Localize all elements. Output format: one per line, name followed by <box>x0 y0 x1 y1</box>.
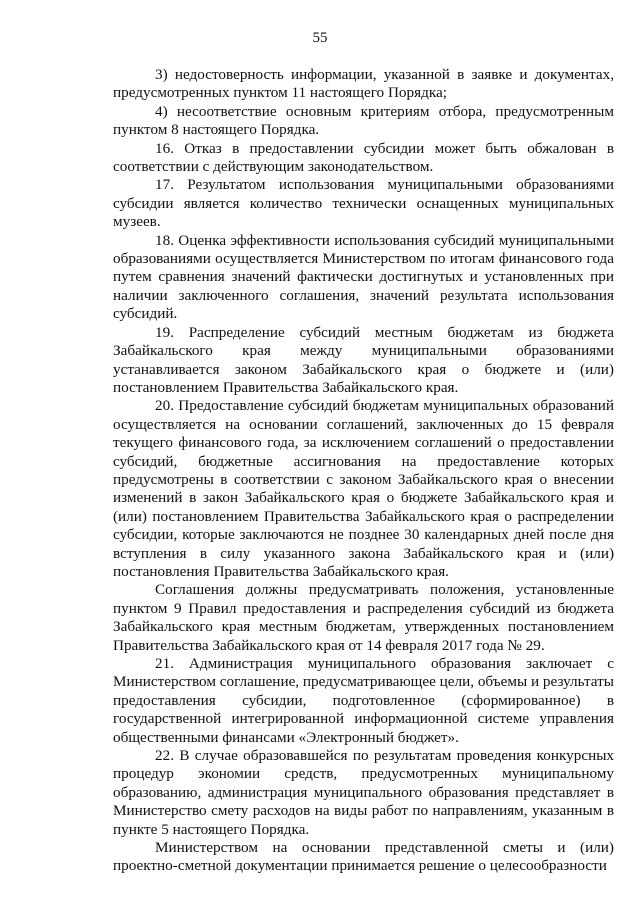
paragraph-16: 16. Отказ в предоставлении субсидии может быть обжалован в соответствии с действующим законодательством. <box>113 139 614 176</box>
paragraph-18: 18. Оценка эффективности использования субсидий муниципальными образованиями осуществляется Министерством по итогам финансового года путем сравнения значений фактически достигнутых и установленных при наличии заключенного соглашения, значений результата использования субсидий. <box>113 231 614 323</box>
paragraph-22: 22. В случае образовавшейся по результатам проведения конкурсных процедур экономии средств, предусмотренных муниципальному образованию, администрация муниципального образования представляет в Министерство смету расходов на виды работ по направлениям, указанным в пункте 5 настоящего Порядка. <box>113 747 614 838</box>
page-number: 55 <box>312 30 328 46</box>
paragraph-20: 20. Предоставление субсидий бюджетам муниципальных образований осуществляется на основании соглашений, заключенных до 15 февраля текущего финансового года, за исключением соглашений о предоставлении субсидий, бюджетные ассигнования на предоставление которых предусмотрены в соответствии с законом Забайкальского края о внесении изменений в закон Забайкальского края о бюджете Забайкальского края и (или) постановлением Правительства Забайкальского края о распределении субсидии, которые заключаются не позднее 30 календарных дней после дня вступления в силу указанного закона Забайкальского края и (или) постановления Правительства Забайкальского края. <box>113 397 614 580</box>
paragraph-item-3: 3) недостоверность информации, указанной в заявке и документах, предусмотренных пунктом 11 настоящего Порядка; <box>113 66 614 102</box>
paragraph-21: 21. Администрация муниципального образования заключает с Министерством соглашение, предусматривающее цели, объемы и результаты предоставления субсидии, подготовленное (сформированное) в государственной интегрированной информационной системе управления общественными финансами «Электронный бюджет». <box>113 655 614 746</box>
paragraph-agreements: Соглашения должны предусматривать положения, установленные пунктом 9 Правил предоставления и распределения субсидий из бюджета Забайкальского края местным бюджетам, утвержденных постановлением Правительства Забайкальского края от 14 февраля 2017 года № 29. <box>113 581 614 654</box>
paragraph-19: 19. Распределение субсидий местным бюджетам из бюджета Забайкальского края между муниципальными образованиями устанавливается законом Забайкальского края о бюджете и (или) постановлением Правительства Забайкальского края. <box>113 323 614 396</box>
paragraph-17: 17. Результатом использования муниципальными образованиями субсидии является количество технически оснащенных муниципальных музеев. <box>113 176 614 231</box>
paragraph-item-4: 4) несоответствие основным критериям отбора, предусмотренным пунктом 8 настоящего Порядка. <box>113 102 614 139</box>
paragraph-ministry-decision: Министерством на основании представленной сметы и (или) проектно-сметной документации принимается решение о целесообразности <box>113 839 614 875</box>
document-body <box>113 66 614 876</box>
